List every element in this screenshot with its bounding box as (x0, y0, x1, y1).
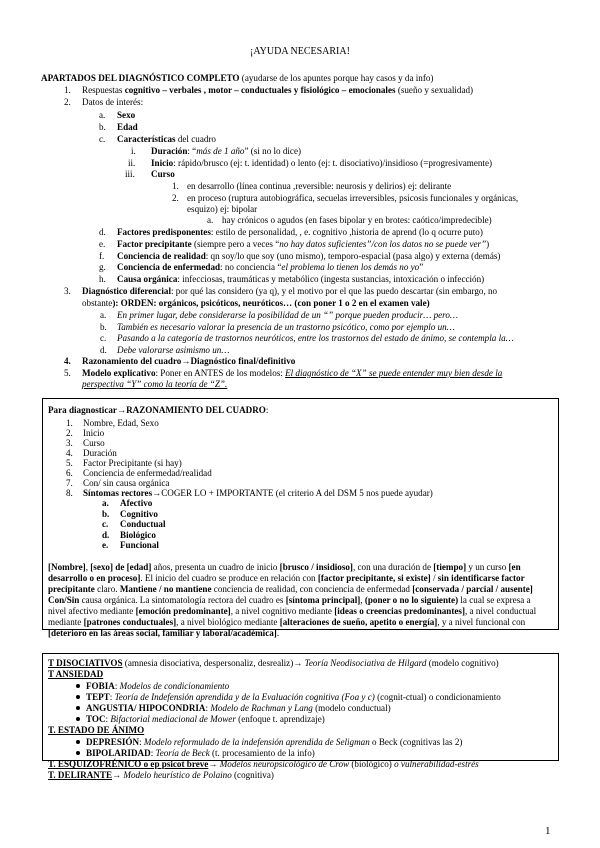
item-number: 4. (64, 356, 71, 366)
curso-proceso: en proceso (ruptura autobiográfica, secuelas irreversibles, psicosis funcionales y orgánicas, (187, 193, 519, 203)
page-title: ¡AYUDA NECESARIA! (250, 46, 350, 57)
item-letter: d. (99, 227, 106, 237)
item-number: 2. (66, 428, 73, 438)
para-line-2: desarrollo o en proceso]. El inicio del cuadro se produce en relación con [factor precipitante, si existe] / sin identificarse factor (48, 573, 525, 583)
t-ansiedad-heading: T ANSIEDAD (48, 669, 104, 679)
item-letter: d. (100, 345, 107, 355)
datos-interes-item: Datos de interés: (82, 97, 144, 107)
item-number: 5. (66, 458, 73, 468)
conciencia-realidad: Conciencia de realidad: qn soy/lo que soy (uno mismo), temporo-espacial (pasa algo) y externa (demás) (117, 251, 501, 261)
dd-b: También es necesario valorar la presencia de un trastorno psicótico, como por ejemplo un… (117, 322, 455, 332)
item-letter: d. (102, 529, 110, 540)
item-number: 2. (172, 193, 179, 203)
item-number: 6. (66, 468, 73, 478)
list-item: Funcional (120, 540, 159, 550)
item-letter: g. (99, 262, 106, 272)
apartados-heading: APARTADOS DEL DIAGNÓSTICO COMPLETO (ayudarse de los apuntes porque hay casos y da info) (41, 73, 434, 83)
item-letter: c. (99, 134, 106, 144)
item-letter: b. (99, 122, 106, 132)
factor-precipitante: Factor precipitante (siempre pero a veces “no hay datos suficientes”/con los datos no se puede ver”) (117, 239, 490, 249)
para-line-5: nivel afectivo mediante [emoción predominante], a nivel cognitivo mediante [ideas o creencias predominantes], a nivel conductual (48, 606, 537, 616)
list-item: Afectivo (120, 498, 153, 508)
toc-item: TOC: Bifactorial mediacional de Mower (enfoque t. aprendizaje) (86, 714, 325, 724)
razonamiento-item: Razonamiento del cuadro→Diagnóstico final/definitivo (82, 356, 296, 366)
item-number: 5. (64, 368, 71, 378)
item-letter: c. (102, 519, 109, 529)
bullet-icon (76, 740, 80, 744)
tept-item: TEPT: Teoría de Indefensión aprendida y de la Evaluación cognitiva (Foa y c) (cognit-ctual) o condicionamiento (86, 692, 501, 702)
item-number: 1. (172, 181, 179, 191)
item-number: 8. (66, 488, 73, 498)
item-letter: a. (102, 498, 109, 508)
factores-predisponentes: Factores predisponentes: estilo de personalidad, , e. cognitivo ,historia de aprend (lo q ocurre puto) (117, 227, 483, 237)
box1-heading: Para diagnosticar→RAZONAMIENTO DEL CUADRO: (48, 405, 269, 415)
list-item: Cognitivo (120, 508, 158, 519)
list-item: Conductual (120, 519, 166, 529)
sexo-item: Sexo (117, 110, 136, 120)
diagnostico-diferencial: Diagnóstico diferencial: por qué las considero (ya q), y el motivo por el que las puedo descartar (sin embargo, no (82, 286, 498, 296)
edad-item: Edad (117, 122, 138, 132)
item-number: 3. (66, 438, 73, 448)
list-item: Con/ sin causa orgánica (83, 478, 170, 488)
bullet-icon (76, 684, 80, 688)
depresion-item: DEPRESIÓN: Modelo reformulado de la indefensión aprendida de Seligman o Beck (cognitivas las 2) (86, 737, 463, 747)
sintomas-rectores: Síntomas rectores→COGER LO + IMPORTANTE (el criterio A del DSM 5 nos puede ayudar) (83, 488, 433, 498)
conciencia-enfermedad: Conciencia de enfermedad: no conciencia “el problema lo tienen los demás no yo” (117, 262, 424, 272)
item-letter: a. (100, 310, 107, 320)
bullet-icon (76, 751, 80, 755)
item-letter: b. (102, 508, 110, 519)
t-delirante: T. DELIRANTE→ Modelo heurístico de Polaino (cognitiva) (48, 770, 274, 780)
causa-organica: Causa orgánica: infecciosas, traumáticas y metabólico (ingesta sustancias, intoxicación o infección) (117, 274, 485, 284)
list-item: Curso (83, 438, 105, 448)
curso-proceso-cont: esquizo) ej: bipolar (187, 204, 258, 214)
item-number: 4. (66, 448, 73, 458)
list-item: Inicio (83, 428, 105, 438)
item-number: 1. (64, 85, 71, 95)
dd-a: En primer lugar, debe considerarse la posibilidad de un “” porque pueden producir… pero… (117, 310, 458, 320)
item-number: 1. (66, 418, 73, 428)
item-number: 2. (64, 97, 71, 107)
item-letter: a. (99, 110, 106, 120)
t-estado-animo-heading: T. ESTADO DE ÁNIMO (48, 725, 145, 735)
angustia-item: ANGUSTIA/ HIPOCONDRIA: Modelo de Rachman y Lang (modelo conductual) (86, 703, 391, 713)
item-letter: a. (207, 215, 214, 225)
item-roman: i. (131, 146, 136, 156)
para-line-6: mediante [patrones conductuales], a nivel biológico mediante [alteraciones de sueño, apetito o energía], y a nivel funcional con (48, 617, 526, 627)
para-line-3: precipitante claro. Mantiene / no mantiene conciencia de realidad, con conciencia de enfermedad [conservada / parcial / ausente] (48, 584, 533, 594)
list-item: Duración (83, 448, 117, 458)
caracteristicas-item: Características del cuadro (117, 134, 216, 144)
list-item: Factor Precipitante (si hay) (83, 458, 182, 468)
bipolaridad-item: BIPOLARIDAD: Teoría de Beck (t. procesamiento de la info) (86, 748, 315, 758)
modelo-explicativo-cont: perspectiva “Y” como la teoría de “Z”. (82, 379, 228, 389)
curso-desarrollo: en desarrollo (línea continua ,reversible: neurosis y delirios) ej: delirante (187, 181, 452, 191)
curso-item: Curso (151, 169, 175, 179)
list-item: Conciencia de enfermedad/realidad (83, 468, 212, 478)
item-number: 3. (64, 286, 71, 296)
fobia-item: FOBIA: Modelos de condicionamiento (86, 681, 230, 691)
duracion-item: Duración: “más de 1 año” (si no lo dice) (151, 146, 302, 156)
diagnostico-diferencial-cont: obstante): ORDEN: orgánicos, psicóticos, neuróticos… (con poner 1 o 2 en el examen vale) (82, 298, 430, 308)
cronicos-agudos: hay crónicos o agudos (en fases bipolar y en brotes: caótico/impredecible) (222, 215, 492, 225)
para-line-4: Con/Sin causa orgánica. La sintomatología rectora del cuadro es [síntoma principal], (poner o no lo siguiente) la cual se expresa a (48, 595, 531, 605)
item-roman: ii. (128, 158, 136, 168)
item-roman: iii. (125, 169, 135, 179)
para-line-1: [Nombre], [sexo] de [edad] años, presenta un cuadro de inicio [brusco / insidioso], con una duración de [tiempo] y un curso [en (48, 562, 521, 572)
para-line-7: [deterioro en las áreas social, familiar y laboral/académica]. (48, 628, 280, 638)
modelo-explicativo: Modelo explicativo: Poner en ANTES de los modelos: El diagnóstico de “X” se puede entender muy bien desde la (82, 368, 503, 378)
item-letter: b. (100, 322, 107, 332)
list-item: Biológico (120, 529, 156, 540)
respuestas-item: Respuestas cognitivo – verbales , motor – conductuales y fisiológico – emocionales (sueño y sexualidad) (82, 85, 474, 95)
item-letter: f. (99, 251, 105, 261)
item-letter: e. (102, 540, 109, 550)
t-disociativos: T DISOCIATIVOS (amnesia disociativa, despersonaliz, desrealiz)→ Teoría Neodisociativa de Hilgard (modelo cognitivo) (48, 658, 499, 668)
item-letter: e. (99, 239, 106, 249)
dd-c: Pasando a la categoría de trastornos neuróticos, entre los trastornos del estado de ánimo, se contempla la… (117, 333, 514, 343)
bullet-icon (76, 717, 80, 721)
dd-d: Debe valorarse asimismo un… (117, 345, 230, 355)
item-letter: h. (99, 274, 106, 284)
bullet-icon (76, 706, 80, 710)
list-item: Nombre, Edad, Sexo (83, 418, 159, 428)
t-esquizofrenico: T. ESQUIZOFRÉNICO o ep psicot breve→ Modelos neuropsicológico de Crow (biológico) o vulnerabilidad-estrés (48, 759, 479, 769)
inicio-item: Inicio: rápido/brusco (ej: t. identidad) o lento (ej: t. disociativo)/insidioso (=progresivamente) (151, 158, 493, 168)
page-number: 1 (545, 825, 551, 837)
item-number: 7. (66, 478, 73, 488)
item-letter: c. (100, 333, 107, 343)
bullet-icon (76, 695, 80, 699)
